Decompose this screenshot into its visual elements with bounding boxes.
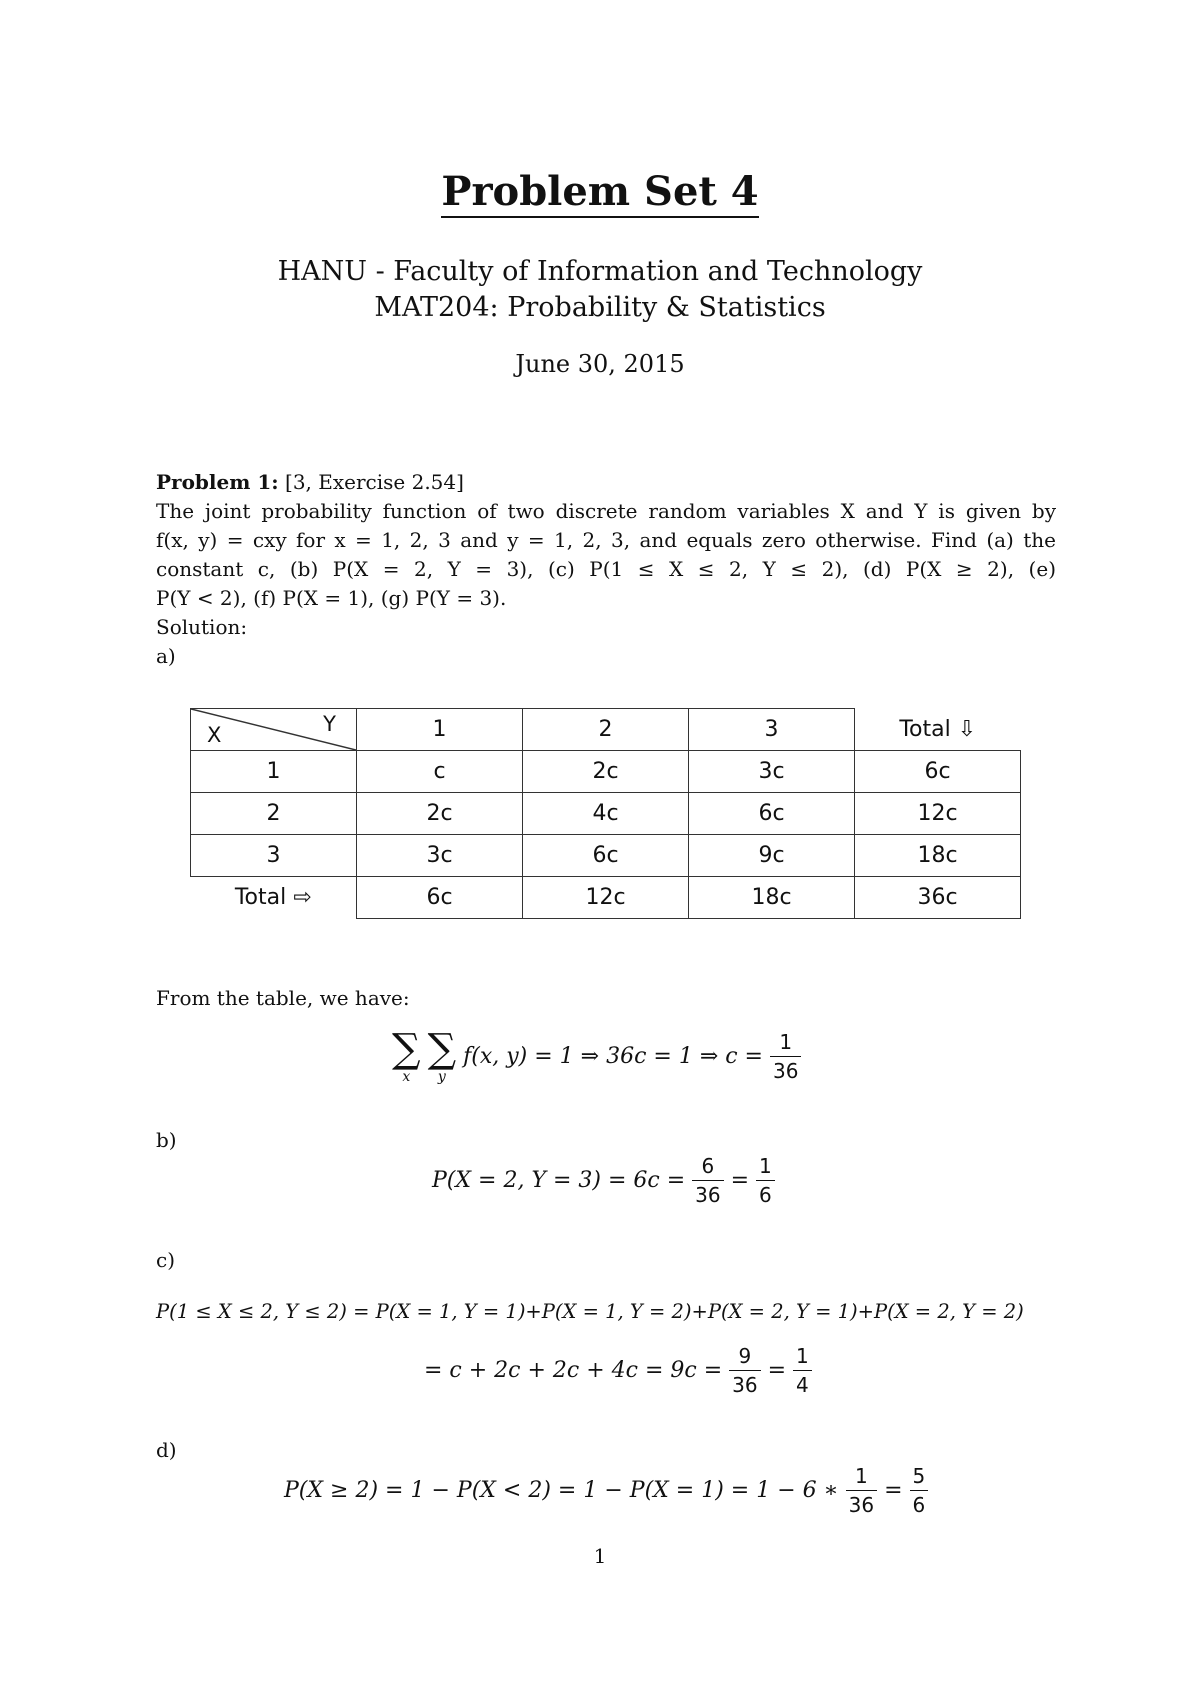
table-cell: 6c bbox=[689, 793, 855, 835]
column-header-total: Total ⇩ bbox=[855, 709, 1021, 751]
corner-label-x: X bbox=[207, 723, 222, 747]
table-header-row bbox=[191, 709, 1021, 751]
sigma-symbol: ∑ bbox=[427, 1025, 457, 1072]
fraction bbox=[770, 1028, 801, 1085]
from-table-text: From the table, we have: bbox=[156, 986, 410, 1010]
numerator: 1 bbox=[770, 1028, 801, 1057]
sum-index-y: y bbox=[437, 1068, 446, 1085]
denominator: 36 bbox=[732, 1373, 758, 1397]
row-header: 3 bbox=[191, 835, 357, 877]
table-cell: 2c bbox=[523, 751, 689, 793]
denominator: 36 bbox=[848, 1493, 875, 1517]
total-row-label: Total ⇨ bbox=[234, 885, 312, 911]
problem-line-4: P(Y < 2), (f) P(X = 1), (g) P(Y = 3). bbox=[156, 586, 507, 610]
problem-line-1: The joint probability function of two discrete random variables X and Y is given by bbox=[156, 499, 1056, 523]
equation-d bbox=[284, 1462, 928, 1519]
equation-c-body: = c + 2c + 2c + 4c = 9c = bbox=[424, 1358, 723, 1383]
table-row bbox=[191, 751, 1021, 793]
page-number: 1 bbox=[593, 1544, 607, 1568]
table-corner-cell bbox=[191, 709, 357, 751]
equals-sign: = bbox=[767, 1358, 787, 1383]
sum-y bbox=[427, 1025, 457, 1085]
fraction bbox=[793, 1342, 812, 1399]
page-title bbox=[0, 168, 1200, 215]
denominator: 4 bbox=[796, 1373, 809, 1397]
numerator: 6 bbox=[692, 1152, 723, 1181]
table-cell: 12c bbox=[523, 877, 689, 919]
problem-line-3: constant c, (b) P(X = 2, Y = 3), (c) P(1 ≤ X ≤ 2, Y ≤ 2), (d) P(X ≥ 2), (e) bbox=[156, 557, 1056, 581]
course-name: MAT204: Probability & Statistics bbox=[374, 292, 826, 323]
fraction bbox=[846, 1462, 877, 1519]
denominator: 6 bbox=[912, 1493, 926, 1517]
table-cell: 6c bbox=[855, 751, 1021, 793]
joint-probability-table bbox=[190, 708, 1021, 919]
sum-index-x: x bbox=[402, 1068, 411, 1085]
column-header: 3 bbox=[689, 709, 855, 751]
denominator: 36 bbox=[695, 1183, 721, 1207]
table-cell: 3c bbox=[357, 835, 523, 877]
row-header: 1 bbox=[191, 751, 357, 793]
column-header: 2 bbox=[523, 709, 689, 751]
equation-b bbox=[432, 1152, 775, 1209]
row-header: 2 bbox=[191, 793, 357, 835]
problem-heading bbox=[156, 470, 1056, 494]
table-cell: 18c bbox=[689, 877, 855, 919]
table-cell: 6c bbox=[357, 877, 523, 919]
sigma-symbol: ∑ bbox=[392, 1025, 421, 1072]
equation-a bbox=[392, 1025, 801, 1085]
equation-a-body: f(x, y) = 1 ⇒ 36c = 1 ⇒ c = bbox=[463, 1044, 763, 1069]
table-cell: 12c bbox=[855, 793, 1021, 835]
equation-b-body: P(X = 2, Y = 3) = 6c = bbox=[432, 1168, 686, 1193]
numerator: 1 bbox=[846, 1462, 877, 1491]
page-title-text: Problem Set 4 bbox=[441, 168, 758, 218]
table-cell: 36c bbox=[855, 877, 1021, 919]
fraction bbox=[910, 1462, 929, 1519]
table-total-row bbox=[191, 877, 1021, 919]
table-cell: 9c bbox=[689, 835, 855, 877]
corner-label-y: Y bbox=[323, 712, 336, 736]
part-c-label: c) bbox=[156, 1248, 176, 1272]
table-row bbox=[191, 793, 1021, 835]
equation-c-line-2 bbox=[424, 1342, 812, 1399]
problem-reference: [3, Exercise 2.54] bbox=[285, 470, 464, 494]
table-cell: 18c bbox=[855, 835, 1021, 877]
numerator: 1 bbox=[793, 1342, 812, 1371]
equals-sign: = bbox=[884, 1478, 903, 1503]
numerator: 9 bbox=[729, 1342, 760, 1371]
table-cell: 6c bbox=[523, 835, 689, 877]
column-header: 1 bbox=[357, 709, 523, 751]
equals-sign: = bbox=[730, 1168, 750, 1193]
table-row bbox=[191, 835, 1021, 877]
sum-x bbox=[392, 1025, 421, 1085]
numerator: 5 bbox=[910, 1462, 929, 1491]
table-cell: 2c bbox=[357, 793, 523, 835]
problem-label: Problem 1: bbox=[156, 470, 279, 494]
equation-c-line-1: P(1 ≤ X ≤ 2, Y ≤ 2) = P(X = 1, Y = 1)+P(X = 1, Y = 2)+P(X = 2, Y = 1)+P(X = 2, Y = 2) bbox=[156, 1300, 1024, 1323]
table-cell: 3c bbox=[689, 751, 855, 793]
fraction bbox=[729, 1342, 760, 1399]
solution-label: Solution: bbox=[156, 615, 248, 639]
table-cell: 4c bbox=[523, 793, 689, 835]
part-a-label: a) bbox=[156, 644, 176, 668]
equation-d-body: P(X ≥ 2) = 1 − P(X < 2) = 1 − P(X = 1) = 1 − 6 ∗ bbox=[284, 1478, 839, 1503]
table-cell: c bbox=[357, 751, 523, 793]
denominator: 36 bbox=[773, 1059, 799, 1083]
part-d-label: d) bbox=[156, 1438, 177, 1462]
denominator: 6 bbox=[759, 1183, 772, 1207]
numerator: 1 bbox=[756, 1152, 775, 1181]
fraction bbox=[692, 1152, 723, 1209]
fraction bbox=[756, 1152, 775, 1209]
part-b-label: b) bbox=[156, 1128, 177, 1152]
document-date: June 30, 2015 bbox=[515, 350, 685, 378]
problem-line-2: f(x, y) = cxy for x = 1, 2, 3 and y = 1, 2, 3, and equals zero otherwise. Find (a) the bbox=[156, 528, 1056, 552]
institution: HANU - Faculty of Information and Technology bbox=[277, 256, 923, 287]
